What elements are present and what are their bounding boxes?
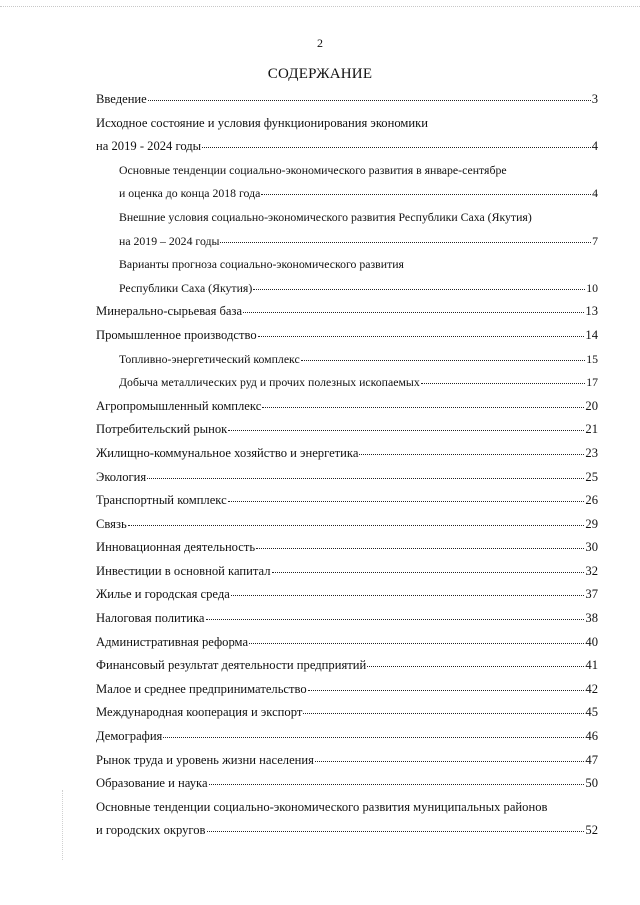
dot-leader <box>421 382 585 384</box>
toc-page-number: 52 <box>585 823 598 838</box>
toc-entry-title: Введение <box>96 92 147 106</box>
dot-leader <box>258 335 585 337</box>
toc-entry[interactable] <box>0 466 640 490</box>
toc-page-number: 26 <box>585 493 598 508</box>
toc-page-number: 14 <box>585 327 598 342</box>
dot-leader <box>163 736 584 738</box>
toc-page-number: 25 <box>585 469 598 484</box>
toc-entry-title: Основные тенденции социально-экономического развития в январе-сентябре <box>119 162 507 177</box>
toc-page-number: 40 <box>585 634 598 649</box>
dot-leader <box>303 712 584 714</box>
dot-leader <box>209 783 585 785</box>
toc-entry[interactable] <box>0 489 640 513</box>
toc-entry-line <box>0 206 598 230</box>
toc-entry-line <box>0 631 598 655</box>
page-number: 2 <box>317 36 323 50</box>
toc-page-number: 41 <box>585 658 598 673</box>
toc-page-number: 7 <box>592 233 598 248</box>
toc-entry-line <box>0 513 598 537</box>
toc-entry[interactable] <box>0 796 640 843</box>
dot-leader <box>367 665 584 667</box>
toc-entry-line <box>0 395 598 419</box>
toc-entry-title: Варианты прогноза социально-экономического развития <box>119 257 404 272</box>
dot-leader <box>256 547 584 549</box>
toc-page-number: 30 <box>585 540 598 555</box>
toc-entry-title: Потребительский рынок <box>96 422 228 437</box>
toc-entry[interactable] <box>0 418 640 442</box>
toc-entry-title: Транспортный комплекс <box>96 493 227 508</box>
dot-leader <box>359 453 584 455</box>
toc-entry-line <box>0 583 598 607</box>
toc-entry-line <box>0 442 598 466</box>
toc-entry-line <box>0 466 598 490</box>
toc-entry-line <box>0 819 598 843</box>
toc-entry-title: и оценка до конца 2018 года <box>119 186 261 201</box>
toc-entry[interactable] <box>0 395 640 419</box>
toc-entry-line <box>0 796 598 820</box>
toc-page-number: 32 <box>585 563 598 578</box>
toc-entry-line <box>0 725 598 749</box>
toc-page-number: 20 <box>585 398 598 413</box>
toc-entry-line <box>0 418 598 442</box>
toc-entry-line <box>0 324 598 348</box>
toc-entry[interactable] <box>0 560 640 584</box>
toc-page-number: 47 <box>585 752 598 767</box>
dot-leader <box>207 830 585 832</box>
dot-leader <box>202 146 591 148</box>
toc-page-number: 46 <box>585 729 598 744</box>
dot-leader <box>228 500 585 502</box>
dot-leader <box>308 689 585 691</box>
dot-leader <box>243 311 584 313</box>
toc-entry-line <box>0 607 598 631</box>
toc-entry[interactable] <box>0 701 640 725</box>
toc-entry-line <box>0 300 598 324</box>
toc-page-number: 45 <box>585 705 598 720</box>
toc-entry[interactable] <box>0 442 640 466</box>
toc-subentry[interactable] <box>0 206 640 253</box>
toc-entry-line <box>0 560 598 584</box>
toc-entry-title: Минерально-сырьевая база <box>96 304 243 319</box>
toc-entry[interactable] <box>0 607 640 631</box>
dot-leader <box>301 359 585 361</box>
toc-page-number: 4 <box>591 139 598 154</box>
dot-leader <box>253 288 585 290</box>
toc-entry-title: и городских округов <box>96 823 206 838</box>
toc-entry-title: Основные тенденции социально-экономического развития муниципальных районов <box>96 799 548 814</box>
toc-entry-line <box>0 135 598 159</box>
toc-entry[interactable] <box>0 772 640 796</box>
toc-page-number: 17 <box>586 375 598 390</box>
toc-entry[interactable] <box>0 749 640 773</box>
toc-page-number: 50 <box>585 776 598 791</box>
toc-entry-title: Образование и наука <box>96 776 208 791</box>
toc-entry[interactable] <box>0 654 640 678</box>
toc-page-number: 10 <box>586 280 598 295</box>
toc-entry-title: Финансовый результат деятельности предприятий <box>96 658 367 673</box>
toc-entry[interactable] <box>0 513 640 537</box>
toc-page-number: 4 <box>592 186 598 201</box>
toc-subentry[interactable] <box>0 253 640 300</box>
toc-entry-title: Агропромышленный комплекс <box>96 398 262 413</box>
page-title: СОДЕРЖАНИЕ <box>267 66 373 82</box>
scan-edge-artifact <box>0 6 640 11</box>
toc-subentry[interactable] <box>0 371 640 395</box>
toc-entry-line <box>0 253 598 277</box>
table-of-contents <box>0 88 640 843</box>
dot-leader <box>261 193 591 195</box>
toc-page-number: 13 <box>585 304 598 319</box>
toc-entry[interactable] <box>0 324 640 348</box>
toc-entry-line <box>0 371 598 395</box>
toc-entry-line <box>0 182 598 206</box>
toc-entry-title: Республики Саха (Якутия) <box>119 280 253 295</box>
toc-entry-line <box>0 159 598 183</box>
dot-leader <box>148 99 591 101</box>
toc-page-number: 29 <box>585 516 598 531</box>
toc-entry[interactable] <box>0 678 640 702</box>
toc-entry-line <box>0 348 598 372</box>
toc-entry-line <box>0 489 598 513</box>
toc-entry[interactable] <box>0 300 640 324</box>
toc-subentry[interactable] <box>0 348 640 372</box>
toc-entry-line <box>0 88 598 112</box>
toc-entry-line <box>0 536 598 560</box>
dot-leader <box>315 760 584 762</box>
toc-entry[interactable] <box>0 725 640 749</box>
toc-page-number: 37 <box>585 587 598 602</box>
toc-page-number: 23 <box>585 445 598 460</box>
dot-leader <box>249 642 584 644</box>
toc-entry-title: Инвестиции в основной капитал <box>96 563 271 578</box>
toc-entry-title: на 2019 - 2024 годы <box>96 139 202 154</box>
toc-page-number: 38 <box>585 611 598 626</box>
toc-entry-title: Топливно-энергетический комплекс <box>119 351 300 366</box>
toc-entry-title: Добыча металлических руд и прочих полезных ископаемых <box>119 375 420 390</box>
toc-entry-title: Внешние условия социально-экономического развития Республики Саха (Якутия) <box>119 209 532 224</box>
toc-entry[interactable] <box>0 631 640 655</box>
dot-leader <box>272 571 585 573</box>
toc-entry-title: Административная реформа <box>96 634 249 649</box>
toc-entry-title: Связь <box>96 516 127 531</box>
toc-entry-line <box>0 654 598 678</box>
toc-entry-title: Малое и среднее предпринимательство <box>96 681 307 696</box>
toc-entry-line <box>0 701 598 725</box>
toc-entry-title: Демография <box>96 729 163 744</box>
toc-subentry[interactable] <box>0 159 640 206</box>
toc-entry-line <box>0 749 598 773</box>
toc-entry-title: Жилье и городская среда <box>96 587 230 602</box>
dot-leader <box>262 406 584 408</box>
toc-entry[interactable] <box>0 536 640 560</box>
toc-entry[interactable] <box>0 112 640 159</box>
toc-entry-line <box>0 112 598 136</box>
dot-leader <box>206 618 585 620</box>
toc-page-number: 15 <box>586 351 598 366</box>
dot-leader <box>231 594 585 596</box>
toc-page-number: 3 <box>591 92 598 106</box>
dot-leader <box>228 429 584 431</box>
toc-entry-title: Жилищно-коммунальное хозяйство и энергетика <box>96 445 359 460</box>
toc-entry-title: Налоговая политика <box>96 611 205 626</box>
dot-leader <box>128 524 585 526</box>
toc-entry-line <box>0 678 598 702</box>
toc-entry-title: на 2019 – 2024 годы <box>119 233 220 248</box>
toc-entry[interactable] <box>0 88 640 112</box>
toc-entry-line <box>0 230 598 254</box>
toc-page-number: 42 <box>585 681 598 696</box>
toc-entry-title: Промышленное производство <box>96 327 257 342</box>
dot-leader <box>147 477 584 479</box>
toc-entry-title: Исходное состояние и условия функционирования экономики <box>96 115 428 130</box>
toc-entry-line <box>0 277 598 301</box>
toc-entry-title: Инновационная деятельность <box>96 540 256 555</box>
toc-entry[interactable] <box>0 583 640 607</box>
toc-entry-title: Экология <box>96 469 147 484</box>
toc-entry-line <box>0 772 598 796</box>
toc-entry-title: Рынок труда и уровень жизни населения <box>96 752 314 767</box>
dot-leader <box>220 241 591 243</box>
toc-entry-title: Международная кооперация и экспорт <box>96 705 303 720</box>
toc-page-number: 21 <box>585 422 598 437</box>
